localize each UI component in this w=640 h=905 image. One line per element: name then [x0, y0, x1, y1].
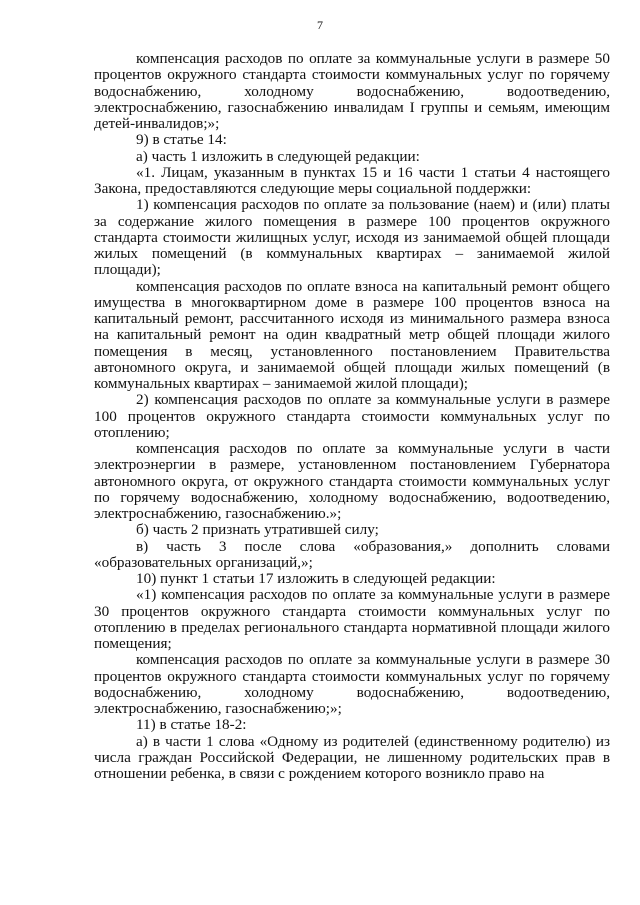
paragraph: компенсация расходов по оплате за коммунальные услуги в размере 50 процентов окружного стандарта стоимости коммунальных услуг по горячему водоснабжению, холодному водоснабжению, водоотведению, электроснабжению, газоснабжению инвалидам I группы и семьям, имеющим детей-инвалидов;»;: [94, 50, 610, 132]
paragraph: а) часть 1 изложить в следующей редакции:: [136, 147, 420, 165]
paragraph: 2) компенсация расходов по оплате за коммунальные услуги в размере 100 процентов окружного стандарта стоимости коммунальных услуг по отоплению;: [94, 391, 610, 441]
paragraph: 1) компенсация расходов по оплате за пользование (наем) и (или) платы за содержание жилого помещения в размере 100 процентов окружного стандарта стоимости жилищных услуг, исходя из занимаемой общей площади жилых помещений (в коммунальных квартирах – занимаемой жилой площади);: [94, 196, 610, 279]
paragraph: компенсация расходов по оплате за коммунальные услуги в части электроэнергии в размере, установленном постановлением Губернатора автономного округа, от окружного стандарта стоимости коммунальных услуг по горячему водоснабжению, холодному водоснабжению, водоотведению, электроснабжению, газоснабжению.»;: [94, 440, 610, 522]
paragraph: б) часть 2 признать утратившей силу;: [136, 521, 379, 539]
paragraph: 11) в статье 18-2:: [136, 716, 247, 734]
document-body: [94, 51, 610, 782]
paragraph: а) в части 1 слова «Одному из родителей (единственному родителю) из числа граждан Российской Федерации, не лишенному родительских прав в отношении ребенка, в связи с рождением которого возникло право на: [94, 732, 610, 782]
paragraph: «1) компенсация расходов по оплате за коммунальные услуги в размере 30 процентов окружного стандарта стоимости коммунальных услуг по отоплению в пределах регионального стандарта нормативной площади жилого помещения;: [94, 586, 610, 652]
paragraph: «1. Лицам, указанным в пунктах 15 и 16 части 1 статьи 4 настоящего Закона, предоставляются следующие меры социальной поддержки:: [94, 163, 610, 197]
paragraph: в) часть 3 после слова «образования,» дополнить словами «образовательных организаций,»;: [94, 537, 610, 571]
paragraph: 10) пункт 1 статьи 17 изложить в следующей редакции:: [136, 570, 496, 587]
page-number: 7: [317, 18, 323, 32]
paragraph: компенсация расходов по оплате за коммунальные услуги в размере 30 процентов окружного стандарта стоимости коммунальных услуг по горячему водоснабжению, холодному водоснабжению, водоотведению, электроснабжению, газоснабжению;»;: [94, 651, 610, 717]
paragraph: 9) в статье 14:: [136, 131, 227, 149]
paragraph: компенсация расходов по оплате взноса на капитальный ремонт общего имущества в многоквартирном доме в размере 100 процентов взноса на капитальный ремонт, рассчитанного исходя из минимального размера взноса на капитальный ремонт на один квадратный метр общей площади жилого помещения в месяц, установленного постановлением Правительства автономного округа, и занимаемой общей площади жилых помещений (в коммунальных квартирах – занимаемой жилой площади);: [94, 277, 610, 392]
